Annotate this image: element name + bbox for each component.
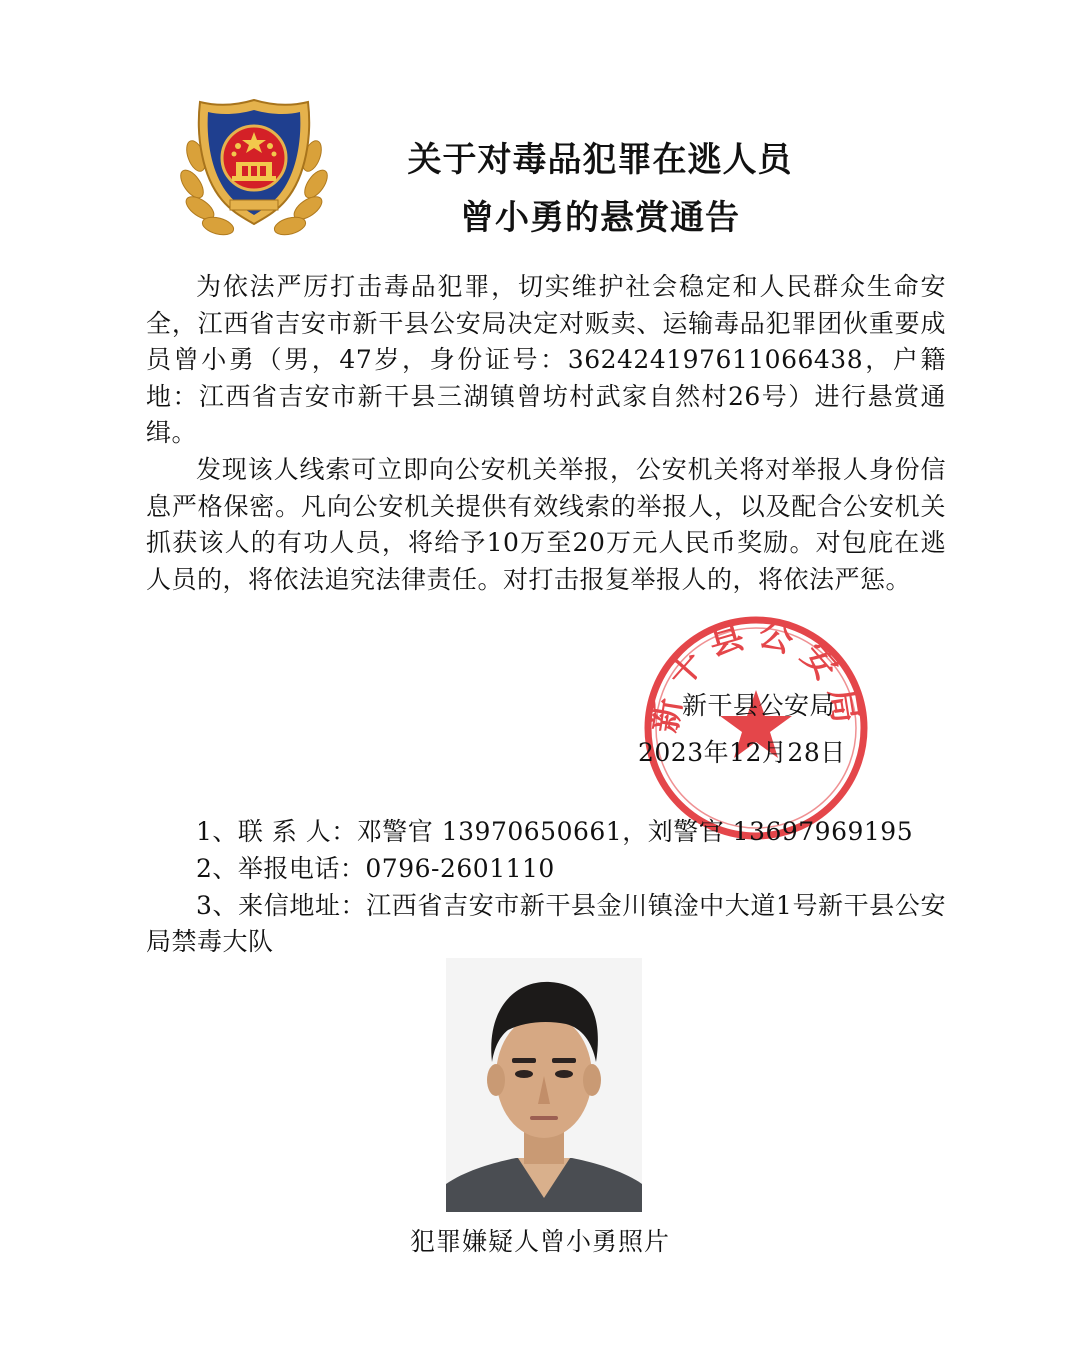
notice-title-line-2: 曾小勇的悬赏通告 [460,198,740,238]
notice-paragraph-2: 发现该人线索可立即向公安机关举报，公安机关将对举报人身份信息严格保密。凡向公安机关提供有效线索的举报人，以及配合公安机关抓获该人的有功人员，将给予10万至20万元人民币奖励。对包庇在逃人员的，将依法追究法律责任。对打击报复举报人的，将依法严惩。 [146,455,946,594]
report-phone: 2、举报电话：0796-2601110 [196,854,555,883]
suspect-photo [446,958,642,1212]
notice-title-line-1: 关于对毒品犯罪在逃人员 [407,140,793,180]
seal-text: 新干县公安局 [644,613,868,736]
notice-paragraph-1: 为依法严厉打击毒品犯罪，切实维护社会稳定和人民群众生命安全，江西省吉安市新干县公安局决定对贩卖、运输毒品犯罪团伙重要成员曾小勇（男，47岁，身份证号：362424197611066438，户籍地：江西省吉安市新干县三湖镇曾坊村武家自然村26号）进行悬赏通缉。 [146,272,946,448]
mailing-address: 3、来信地址：江西省吉安市新干县金川镇淦中大道1号新干县公安局禁毒大队 [146,891,946,956]
signature-organization: 新干县公安局 [682,691,836,720]
photo-caption: 犯罪嫌疑人曾小勇照片 [409,1227,670,1256]
official-seal-icon [640,612,872,844]
contact-persons: 1、联 系 人：邓警官 13970650661，刘警官 13697969195 [196,817,914,846]
signature-date: 2023年12月28日 [638,738,846,767]
